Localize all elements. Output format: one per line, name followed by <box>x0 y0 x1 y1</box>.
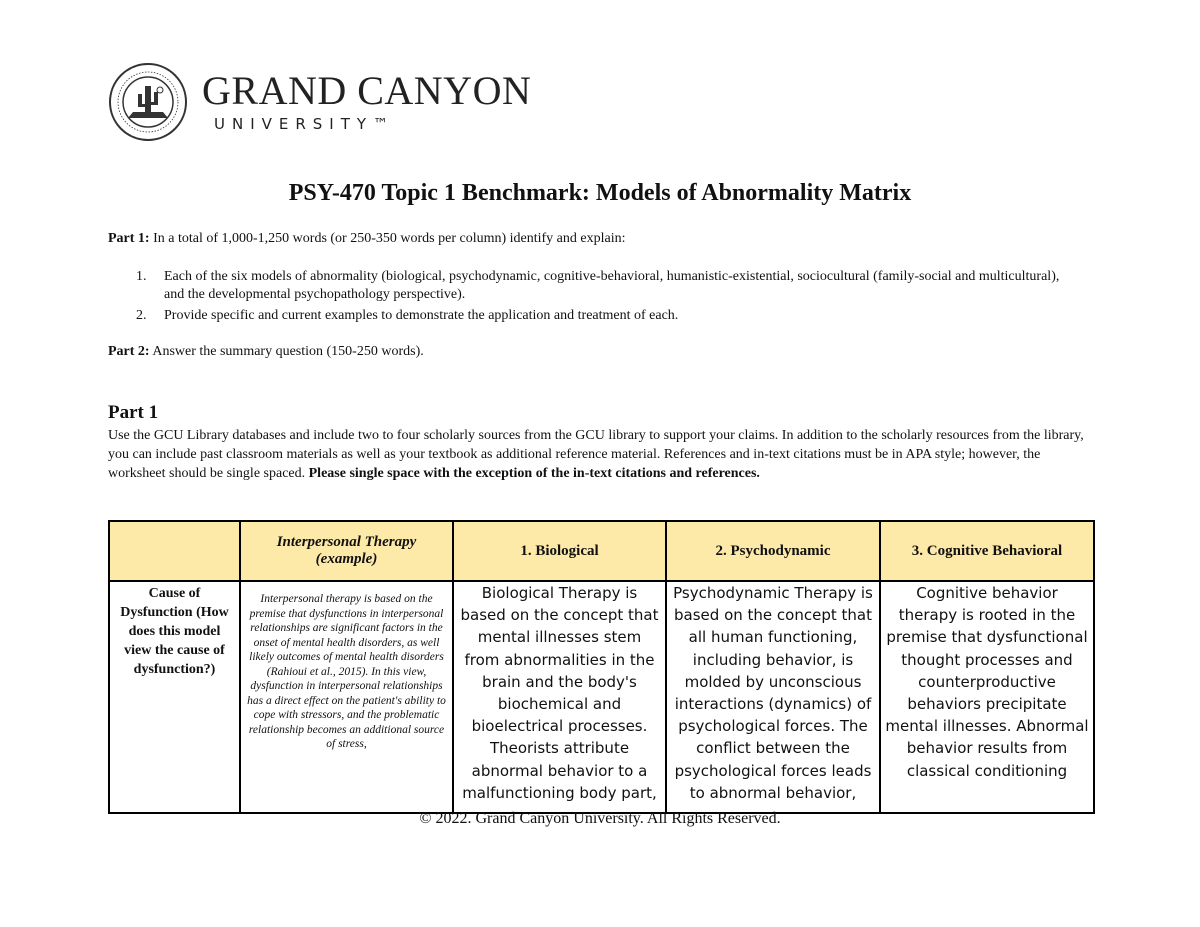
part1-intro <box>108 230 1098 248</box>
part2-intro-label: Part 2: <box>108 344 150 359</box>
part1-body-text: Use the GCU Library databases and include two to four scholarly sources from the GCU library to support your claims. In addition to the scholarly resources from the library, you can include past classroom materials as well as your textbook as additional reference material. References and in-text citations must be in APA style; however, the worksheet should be single spaced. <box>108 428 1084 481</box>
cell-biological: Biological Therapy is based on the concept that mental illnesses stem from abnormalities in the brain and the body's biochemical and bioelectrical processes. Theorists attribute abnormal behavior to a malfunctioning body part, <box>453 581 666 813</box>
list-item-text: Provide specific and current examples to demonstrate the application and treatment of each. <box>164 308 679 323</box>
university-seal-icon <box>108 62 188 142</box>
brand-name: GRAND CANYON <box>202 68 532 113</box>
list-item-number: 1. <box>136 269 147 284</box>
part2-intro-text: Answer the summary question (150-250 words). <box>152 344 424 359</box>
part1-heading: Part 1 <box>108 402 159 423</box>
copyright-footer: © 2022. Grand Canyon University. All Rights Reserved. <box>419 810 781 827</box>
models-matrix-table <box>108 520 1095 814</box>
part1-intro-label: Part 1: <box>108 231 150 246</box>
part1-body <box>108 426 1093 483</box>
header-cell-biological: 1. Biological <box>453 521 666 581</box>
part2-intro <box>108 343 1098 361</box>
list-item <box>108 307 1083 325</box>
header-cell-cognitive: 3. Cognitive Behavioral <box>880 521 1094 581</box>
list-item-text: Each of the six models of abnormality (biological, psychodynamic, cognitive-behavioral, humanistic-existential, sociocultural (family-social and multicultural), and the developmental psychopathology perspective). <box>164 269 1060 302</box>
part1-body-bold: Please single space with the exception of the in-text citations and references. <box>308 466 760 481</box>
table-header-row <box>109 521 1094 581</box>
gcu-logo <box>108 62 531 142</box>
row-label-cause: Cause of Dysfunction (How does this model view the cause of dysfunction?) <box>109 581 240 813</box>
header-cell-example: Interpersonal Therapy (example) <box>240 521 453 581</box>
part1-intro-text: In a total of 1,000-1,250 words (or 250-350 words per column) identify and explain: <box>153 231 626 246</box>
list-item-number: 2. <box>136 308 147 323</box>
cell-example: Interpersonal therapy is based on the premise that dysfunctions in interpersonal relationships are significant factors in the onset of mental health disorders, as well likely outcomes of mental health disorders (Rahioui et al., 2015). In this view, dysfunction in interpersonal relationships has a direct effect on the patient's ability to cope with stressors, and the problematic relationship becomes an additional source of stress, <box>240 581 453 813</box>
page-title: PSY-470 Topic 1 Benchmark: Models of Abnormality Matrix <box>288 180 912 206</box>
cell-psychodynamic: Psychodynamic Therapy is based on the concept that all human functioning, including behavior, is molded by unconscious interactions (dynamics) of psychological forces. The conflict between the psychological forces leads to abnormal behavior, <box>666 581 880 813</box>
instructions-list <box>108 268 1083 328</box>
table-row <box>109 581 1094 813</box>
brand-subtitle: UNIVERSITY™ <box>214 115 396 133</box>
list-item <box>108 268 1083 304</box>
header-cell-psychodynamic: 2. Psychodynamic <box>666 521 880 581</box>
header-cell-empty <box>109 521 240 581</box>
cell-cognitive: Cognitive behavior therapy is rooted in the premise that dysfunctional thought processes and counterproductive behaviors precipitate mental illnesses. Abnormal behavior results from classical conditioning <box>880 581 1094 813</box>
